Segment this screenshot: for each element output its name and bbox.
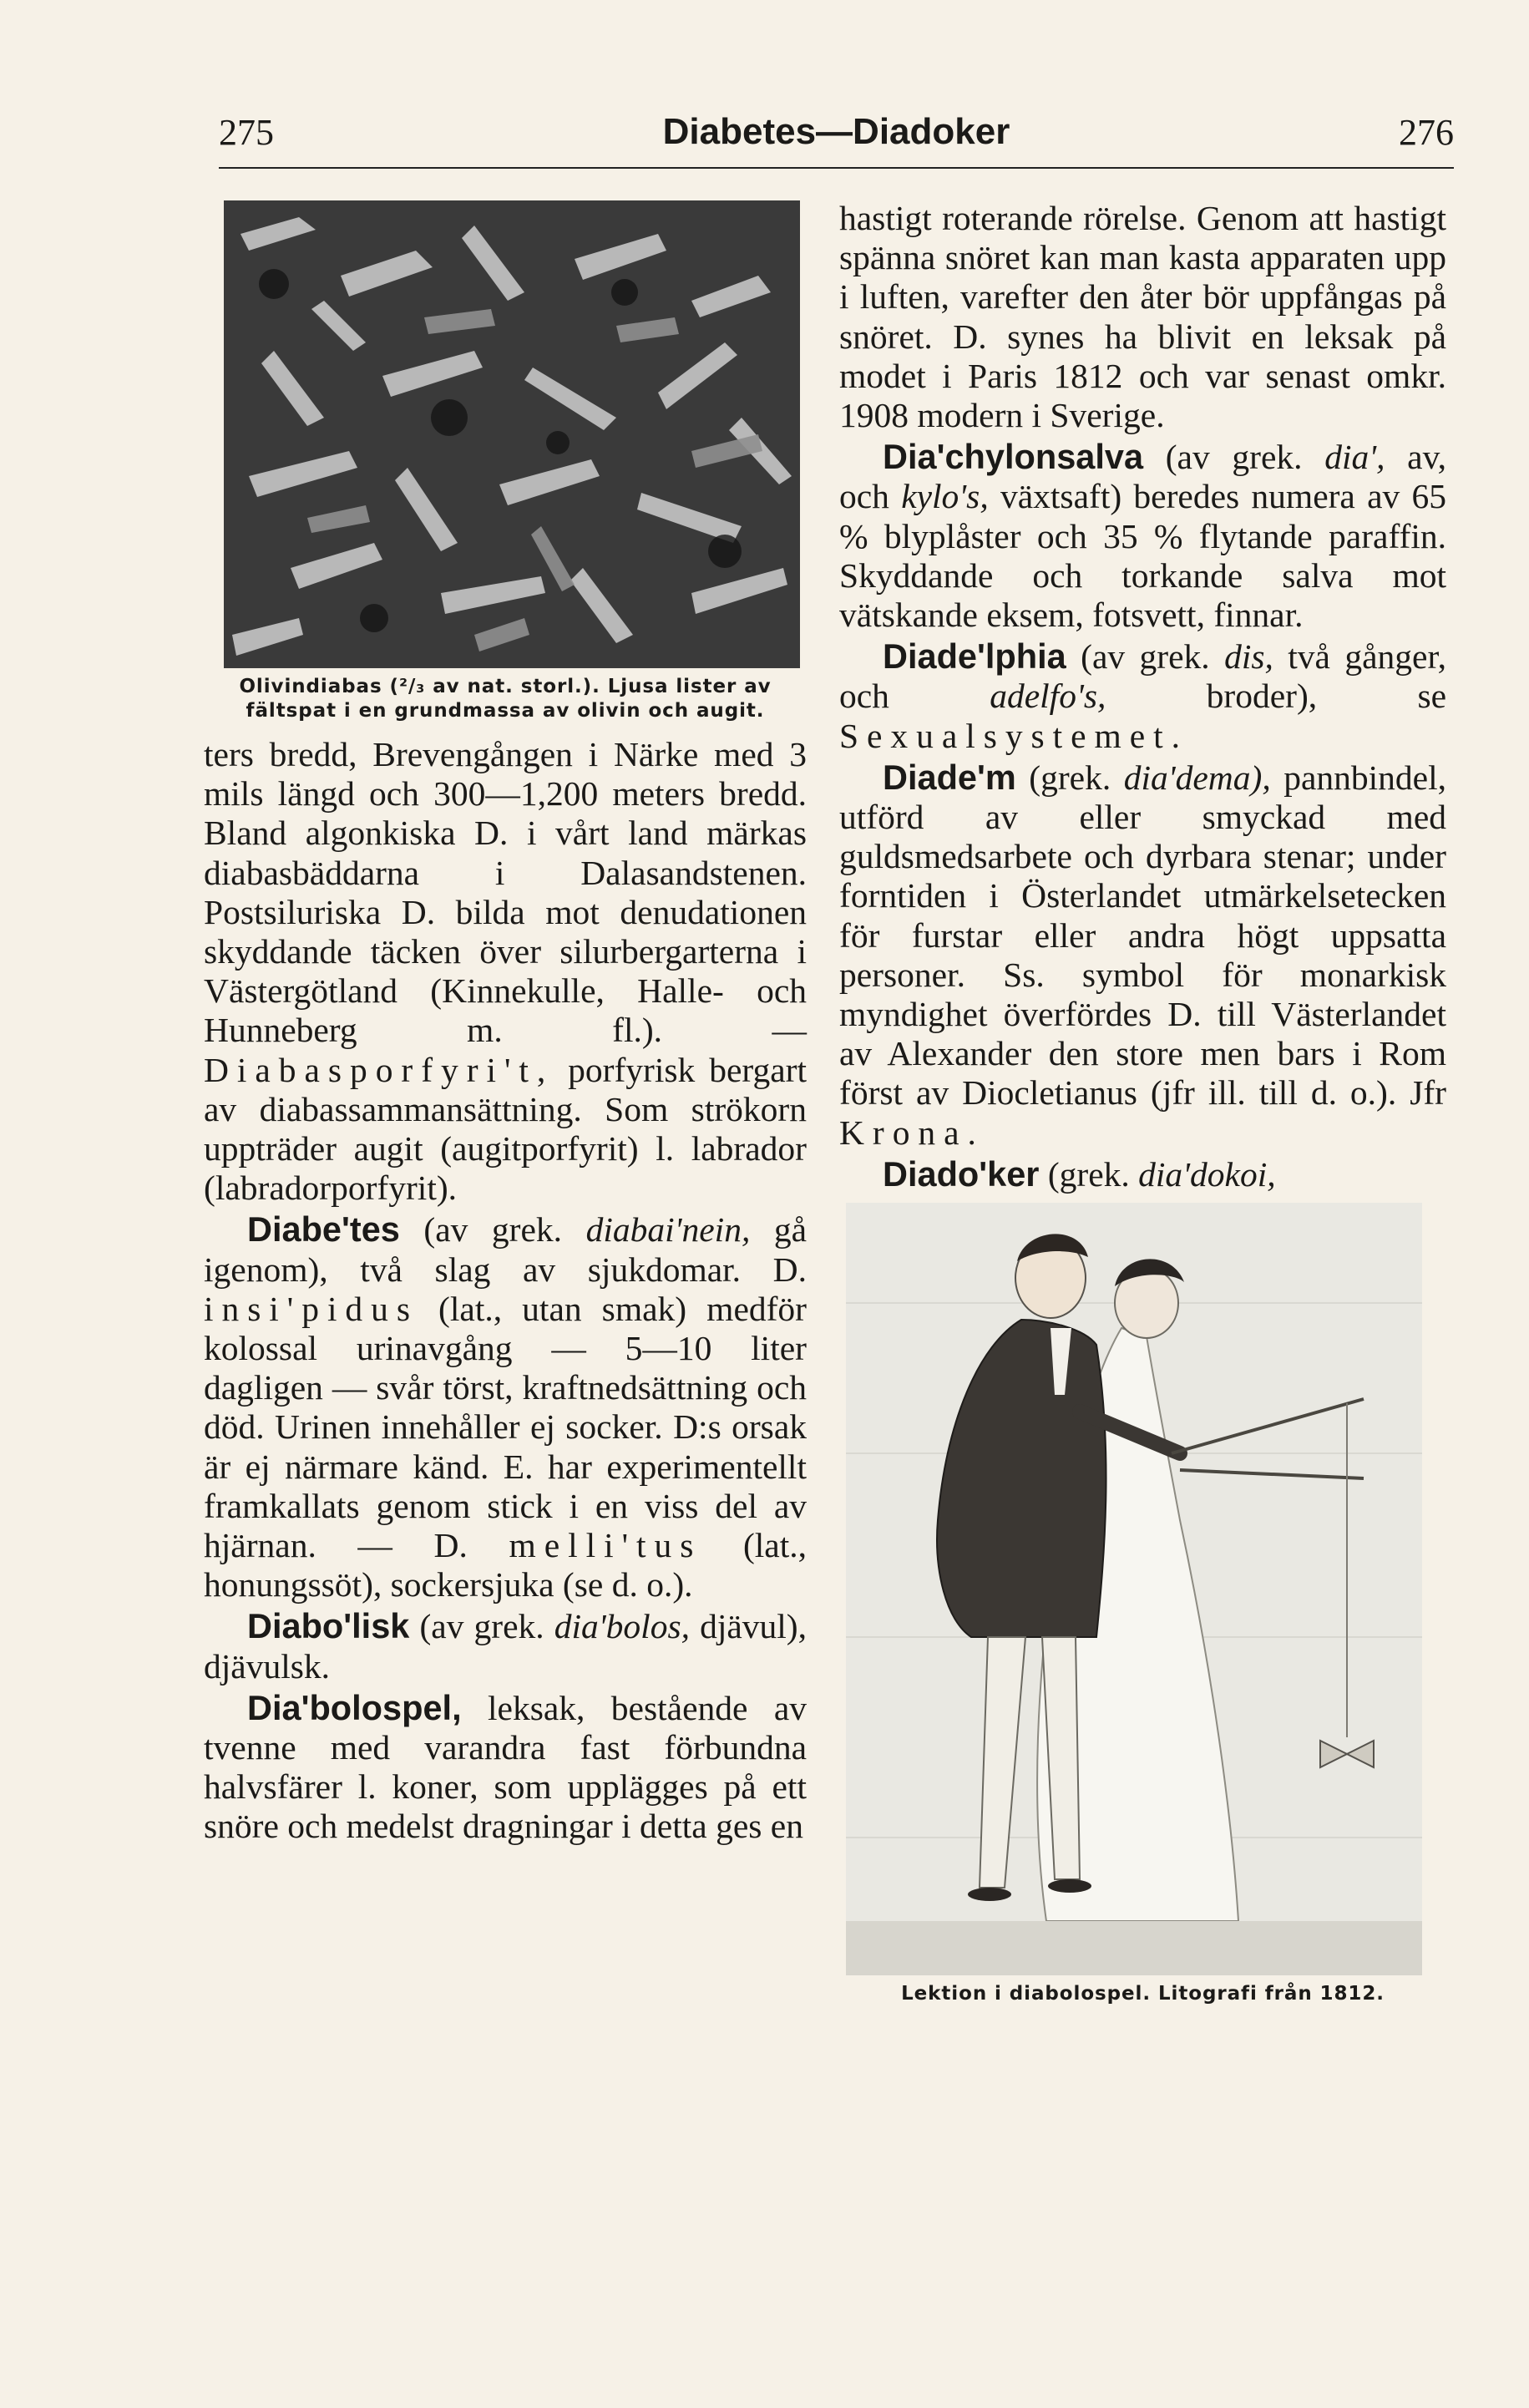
diabas-continuation: ters bredd, Brevengången i Närke med 3 mils längd och 300—1,200 meters bredd. Bland algonkiska D. i vårt land märkas diabasbäddarna i Dalasandstenen. Postsiluriska D. bilda mot denudationen skyddande täcken över silurbergarterna i Västergötland (Kinnekulle, Halle- och Hunneberg m. fl.). — Diabasporfyri't, porfyrisk bergart av diabassammansättning. Som strökorn uppträder augit (augitporfyrit) l. labrador (labradorporfyrit).: [204, 735, 808, 1208]
sexualsystemet-ref: Sexualsystemet.: [839, 716, 1188, 755]
entry-diadem: Diade'm (grek. dia'dema), pannbindel, utförd av eller smyckad med guldsmedsarbete och dyrbara stenar; under forntiden i Österlandet utmärkelsetecken för furstar eller andra högt uppsatta personer. Ss. symbol för monarkisk myndighet överfördes D. till Västerlandet av Alexander den store men bars i Rom först av Diocletianus (jfr ill. till d. o.). Jfr Krona.: [839, 757, 1446, 1152]
running-title: Diabetes—Diadoker: [662, 111, 1010, 152]
diabolo-caption: Lektion i diabolospel. Litografi från 1812.: [901, 1983, 1385, 2005]
entry-diabolospel: Dia'bolospel, leksak, bestående av tvenne med varandra fast förbundna halvsfärer l. koner, som upplägges på ett snöre och medelst dragningar i detta ges en: [204, 1687, 807, 1846]
entry-diabetes: Diabe'tes (av grek. diabai'nein, gå igenom), två slag av sjukdomar. D. insi'pidus (lat., utan smak) medför kolossal urinavgång — 5—10 liter dagligen — svår törst, kraftnedsättning och död. Urinen innehåller ej socker. D:s orsak är ej närmare känd. E. har experimentellt framkallats genom stick i en viss del av hjärnan. — D. melli'tus (lat., honungssöt), sockersjuka (se d. o.).: [204, 1209, 808, 1604]
krona-ref: Krona.: [839, 1113, 985, 1152]
insipidus-term: insi'pidus: [204, 1289, 418, 1328]
olivindiabas-photo: [224, 200, 800, 668]
entry-diadoker: Diado'ker (grek. dia'dokoi,: [883, 1153, 1276, 1194]
olivindiabas-caption: Olivindiabas (²/₃ av nat. storl.). Ljusa lister av fältspat i en grundmassa av olivin och augit.: [239, 676, 772, 722]
diabasporfyrit-term: Diabasporfyri't,: [204, 1050, 554, 1089]
headword-diabolisk: Diabo'lisk: [247, 1606, 410, 1646]
header-rule: [219, 167, 1454, 169]
page-number-left: 275: [219, 111, 274, 153]
headword-diabetes: Diabe'tes: [247, 1209, 400, 1250]
page-number-right: 276: [1398, 111, 1454, 153]
diabolo-lithograph: [846, 1203, 1422, 1975]
mellitus-term: melli'tus: [509, 1526, 702, 1565]
headword-diabolospel: Dia'bolospel,: [247, 1687, 462, 1727]
diabolo-lesson-illustration: [846, 1203, 1422, 1975]
entry-diadelphia: Diade'lphia (av grek. dis, två gånger, och adelfo's, broder), se Sexualsystemet.: [839, 636, 1447, 755]
page-header: [219, 107, 1454, 157]
headword-diadelphia: Diade'lphia: [883, 636, 1066, 677]
left-column: [204, 200, 807, 1848]
entry-diachylonsalva: Dia'chylonsalva (av grek. dia', av, och kylo's, växtsaft) beredes numera av 65 % blyplåster och 35 % flytande paraffin. Skyddande och torkande salva mot vätskande eksem, fotsvett, finnar.: [839, 437, 1447, 635]
diabolospel-continuation: hastigt roterande rörelse. Genom att hastigt spänna snöret kan man kasta apparaten upp i luften, varefter den åter bör uppfångas på snöret. D. synes ha blivit en leksak på modet i Paris 1812 och var senast omkr. 1908 modern i Sverige.: [839, 199, 1446, 435]
headword-diadoker: Diado'ker: [883, 1153, 1040, 1194]
entry-diabolisk: Diabo'lisk (av grek. dia'bolos, djävul), djävulsk.: [204, 1606, 808, 1686]
right-column: [839, 199, 1446, 2018]
rock-texture-image: [224, 200, 800, 668]
headword-diachylonsalva: Dia'chylonsalva: [883, 437, 1144, 477]
headword-diadem: Diade'm: [883, 757, 1016, 797]
